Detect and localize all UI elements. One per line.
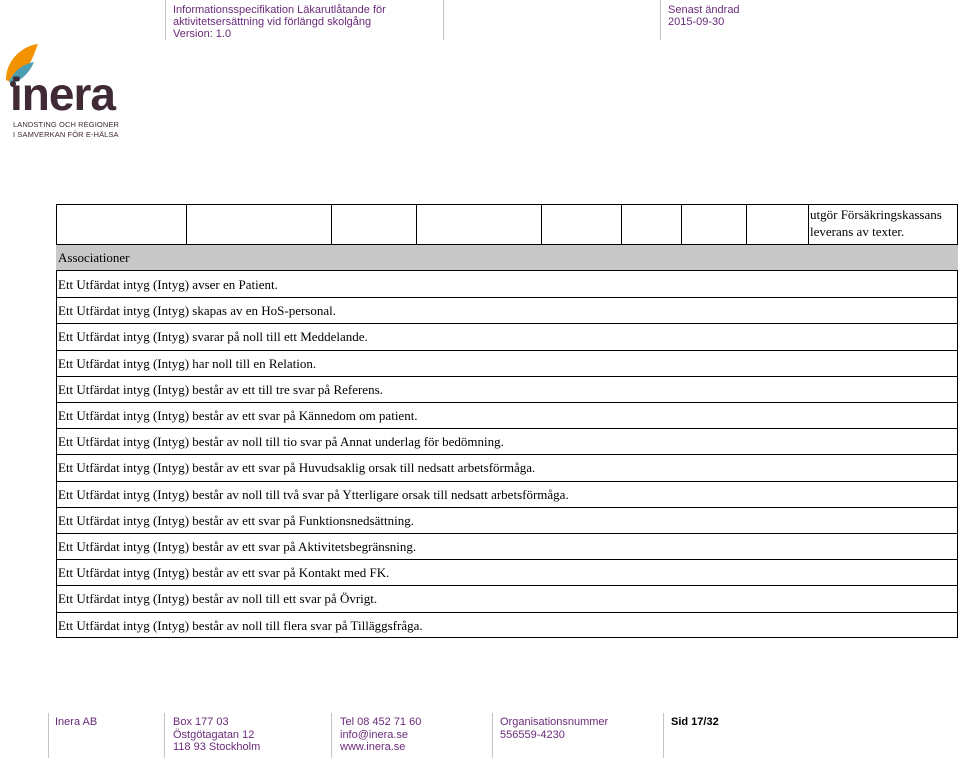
footer-divider (48, 713, 49, 758)
footer-divider (663, 713, 664, 758)
changed-date: 2015-09-30 (668, 16, 725, 28)
table-column-divider (186, 204, 187, 244)
association-row: Ett Utfärdat intyg (Intyg) består av ett svar på Aktivitetsbegränsning. (58, 539, 417, 554)
table-note-line1: utgör Försäkringskassans (810, 207, 942, 222)
association-row: Ett Utfärdat intyg (Intyg) består av noll till tio svar på Annat underlag för bedömning. (58, 434, 504, 450)
logo-subtitle-line2: I SAMVERKAN FÖR E-HÄLSA (13, 130, 119, 139)
address-line3: 118 93 Stockholm (173, 741, 261, 753)
logo-subtitle-line1: LANDSTING OCH REGIONER (13, 120, 119, 129)
org-number: 556559-4230 (500, 728, 565, 741)
row-divider (56, 507, 958, 508)
address-line2: Östgötagatan 12 (173, 728, 255, 741)
row-divider (56, 297, 958, 298)
row-divider (56, 612, 958, 613)
association-row: Ett Utfärdat intyg (Intyg) har noll till en Relation. (58, 355, 317, 371)
association-row: Ett Utfärdat intyg (Intyg) består av ett svar på Huvudsaklig orsak till nedsatt arbetsförmåga. (58, 460, 536, 476)
footer-divider (492, 713, 493, 758)
row-divider (56, 323, 958, 324)
doc-title-line1: Informationsspecifikation Läkarutlåtande för (173, 4, 386, 16)
row-divider (56, 402, 958, 403)
association-row: Ett Utfärdat intyg (Intyg) består av noll till flera svar på Tilläggsfråga. (58, 617, 423, 633)
association-row: Ett Utfärdat intyg (Intyg) består av noll till ett svar på Övrigt. (58, 591, 378, 607)
table-column-divider (808, 204, 809, 244)
section-header (56, 244, 958, 271)
table-column-divider (681, 204, 682, 244)
association-row: Ett Utfärdat intyg (Intyg) består av ett svar på Kontakt med FK. (58, 565, 390, 581)
footer-address (173, 716, 260, 754)
row-divider (56, 376, 958, 377)
row-divider (56, 585, 958, 586)
footer-contact (340, 716, 421, 754)
footer-org (500, 716, 608, 741)
org-number-label: Organisationsnummer (500, 716, 609, 728)
website-link[interactable]: www.inera.se (340, 741, 406, 753)
page-number: Sid 17/32 (671, 716, 719, 728)
row-divider (56, 533, 958, 534)
table-note-line2: leverans av texter. (810, 224, 905, 239)
table-column-divider (416, 204, 417, 244)
association-row: Ett Utfärdat intyg (Intyg) består av ett till tre svar på Referens. (58, 381, 383, 397)
phone-number: Tel 08 452 71 60 (340, 716, 422, 728)
header-divider (660, 0, 661, 40)
association-row: Ett Utfärdat intyg (Intyg) svarar på noll till ett Meddelande. (58, 329, 368, 345)
footer-company (55, 716, 97, 729)
changed-label: Senast ändrad (668, 4, 740, 16)
table-note (810, 206, 958, 240)
row-divider (56, 350, 958, 351)
table-column-divider (331, 204, 332, 244)
doc-version: Version: 1.0 (173, 28, 232, 40)
section-title: Associationer (58, 250, 130, 265)
address-line1: Box 177 03 (173, 716, 229, 728)
association-row: Ett Utfärdat intyg (Intyg) skapas av en HoS-personal. (58, 303, 336, 319)
header-date-info (668, 4, 740, 28)
row-divider (56, 481, 958, 482)
association-row: Ett Utfärdat intyg (Intyg) består av ett svar på Kännedom om patient. (58, 408, 418, 423)
email-link[interactable]: info@inera.se (340, 728, 409, 741)
doc-title-line2: aktivitetsersättning vid förlängd skolgång (173, 16, 372, 28)
header-divider (443, 0, 444, 40)
footer-divider (164, 713, 165, 758)
row-divider (56, 454, 958, 455)
header-divider (165, 0, 166, 40)
association-row: Ett Utfärdat intyg (Intyg) består av noll till två svar på Ytterligare orsak till nedsatt arbetsförmåga. (58, 486, 569, 502)
row-divider (56, 428, 958, 429)
footer-divider (331, 713, 332, 758)
table-column-divider (541, 204, 542, 244)
association-row: Ett Utfärdat intyg (Intyg) består av ett svar på Funktionsnedsättning. (58, 512, 414, 528)
header-document-info (173, 4, 386, 40)
logo-wordmark: inera (10, 68, 115, 120)
table-column-divider (621, 204, 622, 244)
row-divider (56, 559, 958, 560)
table-column-divider (746, 204, 747, 244)
company-name: Inera AB (55, 716, 98, 728)
association-row: Ett Utfärdat intyg (Intyg) avser en Patient. (58, 277, 278, 292)
